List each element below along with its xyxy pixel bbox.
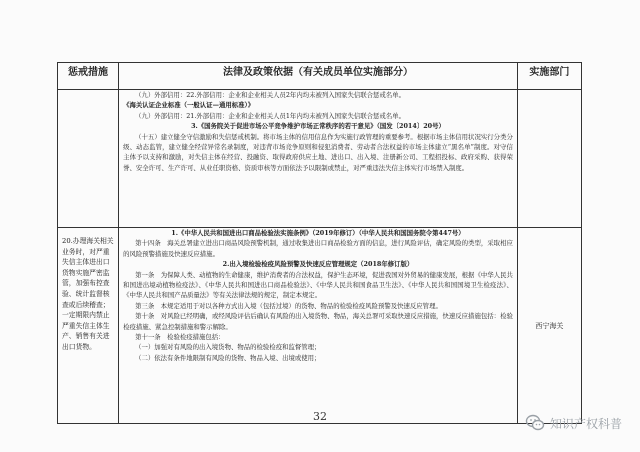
law-paragraph: （九）外部信用：22.外部信用：企业和企业相关人员2年内均未被列入国家失信联合惩戒名单。 [135, 91, 405, 99]
watermark [525, 412, 622, 434]
department-cell: 西宁海关 [517, 228, 581, 424]
law-paragraph: 2.出入境检验检疫风险预警及快速反应管理规定（2018年修订版） [222, 260, 414, 269]
law-paragraph: （九）外部信用：21.外部信用：企业和企业相关人员1年内均未被列入国家失信联合惩戒名单。 [135, 111, 405, 120]
table-header-row [58, 63, 582, 90]
table-row [58, 90, 582, 228]
law-paragraph: 第十四条 海关总署建立进出口商品风险预警机制，通过收集进出口商品检验方面的信息，进行风险评估，确定风险的类型，采取相应的风险预警措施及快速反应措施。 [123, 239, 513, 258]
law-paragraph: 《海关认证企业标准（一般认证—通用标准）》 [123, 101, 255, 110]
law-paragraph: 第十一条 检验检疫措施包括： [135, 333, 225, 342]
law-paragraph: （一）加强对有风险的出入境货物、物品的检验检疫和监督管理； [135, 343, 321, 352]
page-number: 32 [313, 410, 327, 423]
measure-cell-empty [58, 90, 119, 228]
policy-table [57, 62, 582, 424]
header-law-basis: 法律及政策依据（有关成员单位实施部分） [119, 63, 518, 90]
law-paragraph: 第三条 本规定适用于对以各种方式出入境（包括过境）的货物、物品的检验检疫风险预警及快速反应管理。 [135, 301, 442, 310]
table-row [58, 228, 582, 424]
watermark-text: 知识产权科普 [549, 416, 622, 431]
law-paragraph: 第一条 为保障人类、动植物的生命健康，维护消费者的合法权益，保护生态环境，促进我国对外贸易的健康发展，根据《中华人民共和国进出境动植物检疫法》、《中华人民共和国进出口商品检验法》、《中华人民共和国食品卫生法》、《中华人民共和国国境卫生检疫法》、《中华人民共和国产品质量法》等有关法律法规的规定，制定本规定。 [123, 270, 513, 300]
law-basis-cell [119, 90, 518, 228]
law-paragraph: （十五）建立健全守信激励和失信惩戒机制。将市场主体的信用信息作为实施行政管理的重要参考。根据市场主体信用状况实行分类分级、动态监管，建立健全经营异常名录制度，对违背市场竞争原则和侵犯消费者、劳动者合法权益的市场主体建立“黑名单”制度。对守信主体予以支持和激励，对失信主体在经营、投融资、取得政府供应土地、进出口、出入境、注册新公司、工程招投标、政府采购、获得荣誉、安全许可、生产许可、从业任职资格、资质审核等方面依法予以限制或禁止，对严重违法失信主体实行市场禁入制度。 [123, 132, 513, 172]
header-measure: 惩戒措施 [58, 63, 119, 90]
law-paragraph: 3.《国务院关于促进市场公平竞争维护市场正常秩序的若干意见》（国发〔2014〕20号） [191, 122, 445, 131]
law-paragraph: （二）依法有条件地限制有风险的货物、物品入境、出境或使用； [135, 353, 321, 362]
law-basis-cell [119, 228, 518, 424]
wechat-icon [525, 413, 545, 433]
measure-cell: 20.办理海关相关业务时，对严重失信主体进出口货物实施严密监管，加强布控查验、统计监督核查或后续稽查；一定期限内禁止严重失信主体生产、销售有关进出口货物。 [58, 228, 119, 424]
header-department: 实施部门 [517, 63, 581, 90]
department-cell-empty [517, 90, 581, 228]
law-paragraph: 1.《中华人民共和国进出口商品检验法实施条例》（2019年修订）（中华人民共和国国务院令第447号） [171, 229, 465, 237]
law-paragraph: 第十条 对风险已经明确，或经风险评估后确认有风险的出入境货物、物品，海关总署可采取快速反应措施，快速反应措施包括：检验检疫措施、紧急控制措施和警示解除。 [123, 312, 513, 331]
